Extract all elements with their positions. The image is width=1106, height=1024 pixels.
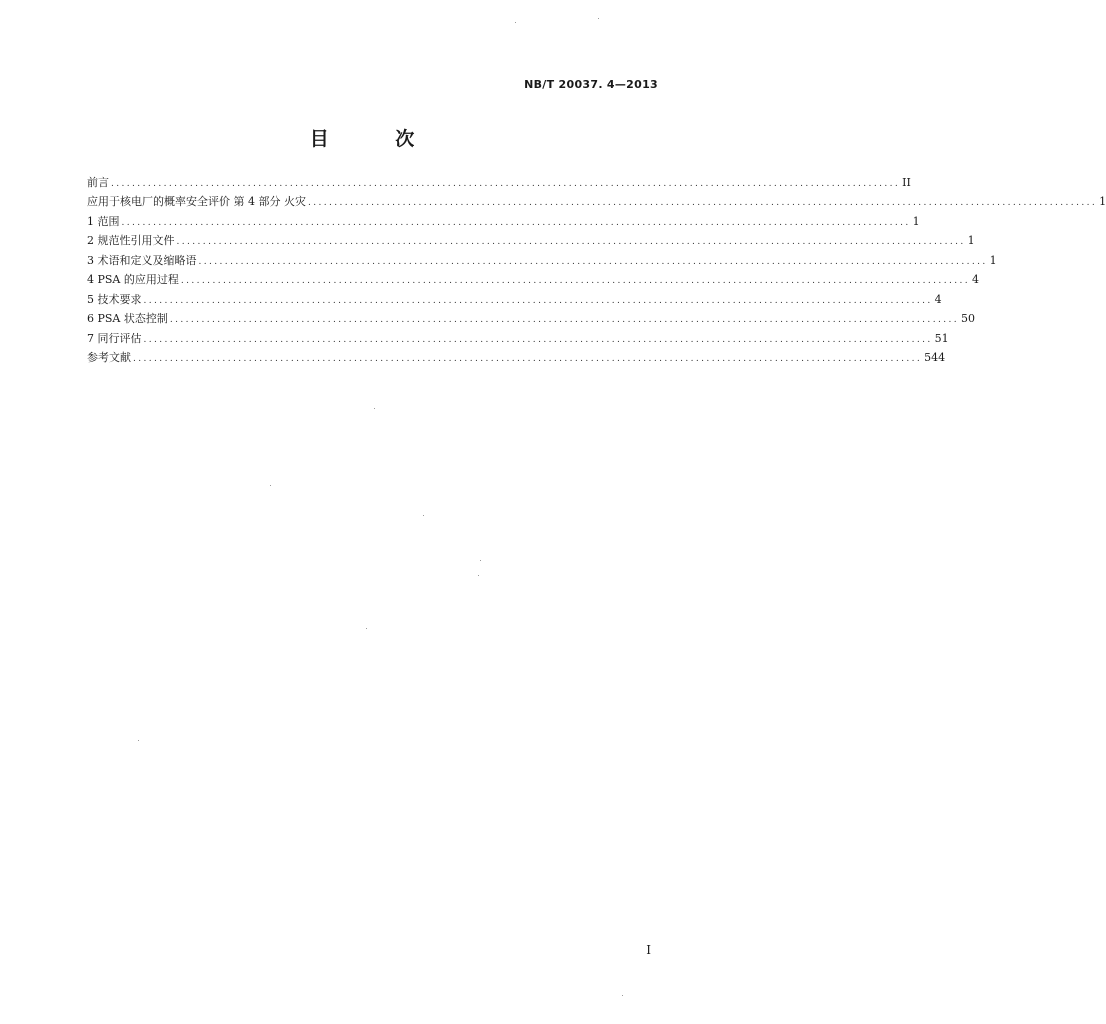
- toc-entry-label: 2 规范性引用文件: [87, 234, 175, 247]
- toc-leader-dots: ......................................................................................................................................................: [307, 198, 1098, 208]
- toc-entry-page: 51: [934, 331, 949, 345]
- scan-speck: [366, 628, 367, 629]
- toc-entry-terms-definitions[interactable]: [87, 248, 997, 268]
- toc-entry-part-title[interactable]: [87, 190, 1106, 210]
- toc-entry-label: 1 范围: [87, 214, 120, 228]
- scan-speck: [622, 995, 623, 996]
- scan-speck: [374, 408, 375, 409]
- toc-entry-label: 7 同行评估: [87, 331, 142, 345]
- toc-leader-dots: ......................................................................................................................................................: [176, 237, 966, 247]
- toc-entry-label: 3 术语和定义及缩略语: [87, 253, 197, 267]
- toc-leader-dots: ......................................................................................................................................................: [143, 295, 933, 306]
- toc-entry-label: 5 技术要求: [87, 292, 142, 306]
- toc-entry-label: 6 PSA 状态控制: [87, 312, 168, 325]
- toc-leader-dots: ......................................................................................................................................................: [180, 276, 971, 286]
- scan-speck: [138, 740, 139, 741]
- toc-entry-page: 1: [912, 214, 920, 228]
- toc-entry-psa-application-process[interactable]: [87, 268, 980, 288]
- toc-entry-page: 1: [989, 253, 997, 267]
- toc-entry-page: II: [902, 175, 911, 189]
- toc-entry-page: 50: [961, 312, 976, 325]
- toc-entry-page: 1: [967, 234, 975, 247]
- toc-entry-scope[interactable]: [87, 209, 920, 229]
- toc-entry-label: 4 PSA 的应用过程: [87, 273, 179, 286]
- toc-entry-page: 4: [972, 273, 980, 286]
- toc-entry-psa-status-control[interactable]: [87, 307, 976, 327]
- toc-entry-page: 1: [1099, 195, 1106, 208]
- scan-speck: [478, 575, 479, 576]
- toc-entry-page: 4: [934, 292, 942, 306]
- toc-entry-foreword[interactable]: [87, 170, 911, 190]
- scan-speck: [480, 560, 481, 561]
- toc-leader-dots: ......................................................................................................................................................: [198, 256, 988, 267]
- standard-code: NB/T 20037. 4—2013: [524, 78, 658, 91]
- toc-leader-dots: ......................................................................................................................................................: [143, 334, 933, 345]
- toc-title: 目 次: [309, 128, 445, 150]
- page-number: I: [646, 943, 651, 957]
- scan-speck: [423, 515, 424, 516]
- toc-entry-normative-references[interactable]: [87, 229, 975, 249]
- toc-entry-label: 参考文献: [87, 351, 131, 364]
- toc-entry-peer-review[interactable]: [87, 326, 949, 346]
- scan-speck: [598, 18, 599, 19]
- toc-leader-dots: ......................................................................................................................................................: [133, 354, 923, 364]
- toc-entry-technical-requirements[interactable]: [87, 287, 942, 307]
- toc-entry-label: 前言: [87, 175, 109, 189]
- toc-entry-label: 应用于核电厂的概率安全评价 第 4 部分 火灾: [87, 195, 306, 208]
- toc-entry-bibliography[interactable]: [87, 346, 946, 366]
- scan-speck: [515, 22, 516, 23]
- toc-leader-dots: ......................................................................................................................................................: [169, 315, 960, 325]
- toc-leader-dots: ......................................................................................................................................................: [111, 178, 901, 189]
- toc-entry-page: 544: [924, 351, 946, 364]
- toc-leader-dots: ......................................................................................................................................................: [121, 217, 911, 228]
- table-of-contents: [87, 170, 1106, 365]
- scan-speck: [270, 485, 271, 486]
